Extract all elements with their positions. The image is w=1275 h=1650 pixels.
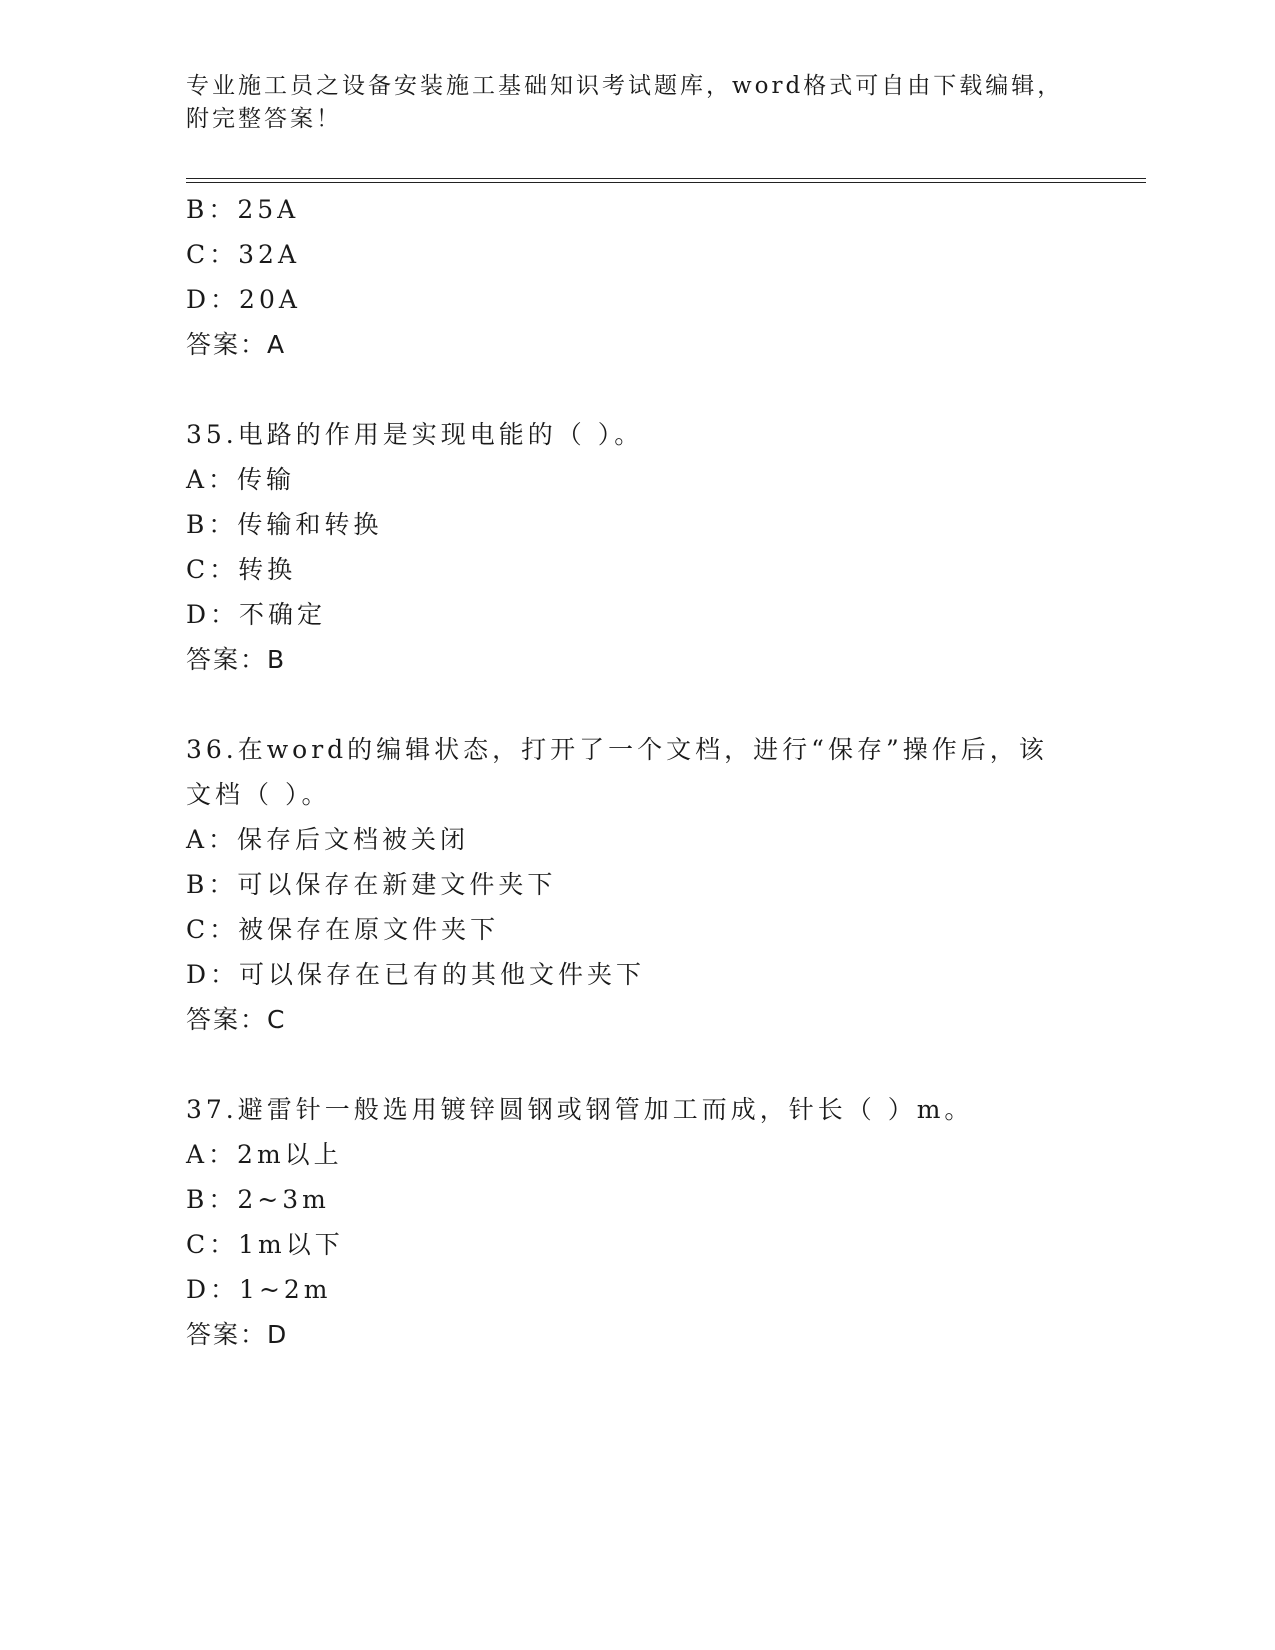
q35-option-b: B：传输和转换 [186,510,383,539]
q34-option-d: D：20A [186,285,301,314]
q34-option-c: C：32A [186,240,300,269]
q36-option-b: B：可以保存在新建文件夹下 [186,870,557,899]
header-rule-top [186,178,1146,179]
q37-option-c: C：1m以下 [186,1230,344,1259]
q35-option-d: D：不确定 [186,600,327,629]
q36-option-d: D：可以保存在已有的其他文件夹下 [186,960,646,989]
q36-option-a: A：保存后文档被关闭 [186,825,470,854]
q37-option-a: A：2m以上 [186,1140,343,1169]
q36-stem-line2: 文档（ ）。 [186,780,331,809]
q35-option-c: C：转换 [186,555,297,584]
document-header: 专业施工员之设备安装施工基础知识考试题库，word格式可自由下载编辑，附完整答案！ [186,73,1064,132]
q37-stem: 37.避雷针一般选用镀锌圆钢或钢管加工而成，针长（ ）m。 [186,1095,974,1124]
q37-answer: 答案：D [186,1320,289,1349]
q36-stem-line1: 36.在word的编辑状态，打开了一个文档，进行“保存”操作后，该 [186,735,1048,764]
q35-option-a: A：传输 [186,465,296,494]
q36-option-c: C：被保存在原文件夹下 [186,915,500,944]
q34-option-b: B：25A [186,195,300,224]
q37-option-d: D：1~2m [186,1275,332,1304]
q35-stem: 35.电路的作用是实现电能的（ ）。 [186,420,644,449]
q34-answer: 答案：A [186,330,287,359]
header-rule-bottom [186,182,1146,183]
q37-option-b: B：2~3m [186,1185,330,1214]
q36-answer: 答案：C [186,1005,287,1034]
q35-answer: 答案：B [186,645,287,674]
